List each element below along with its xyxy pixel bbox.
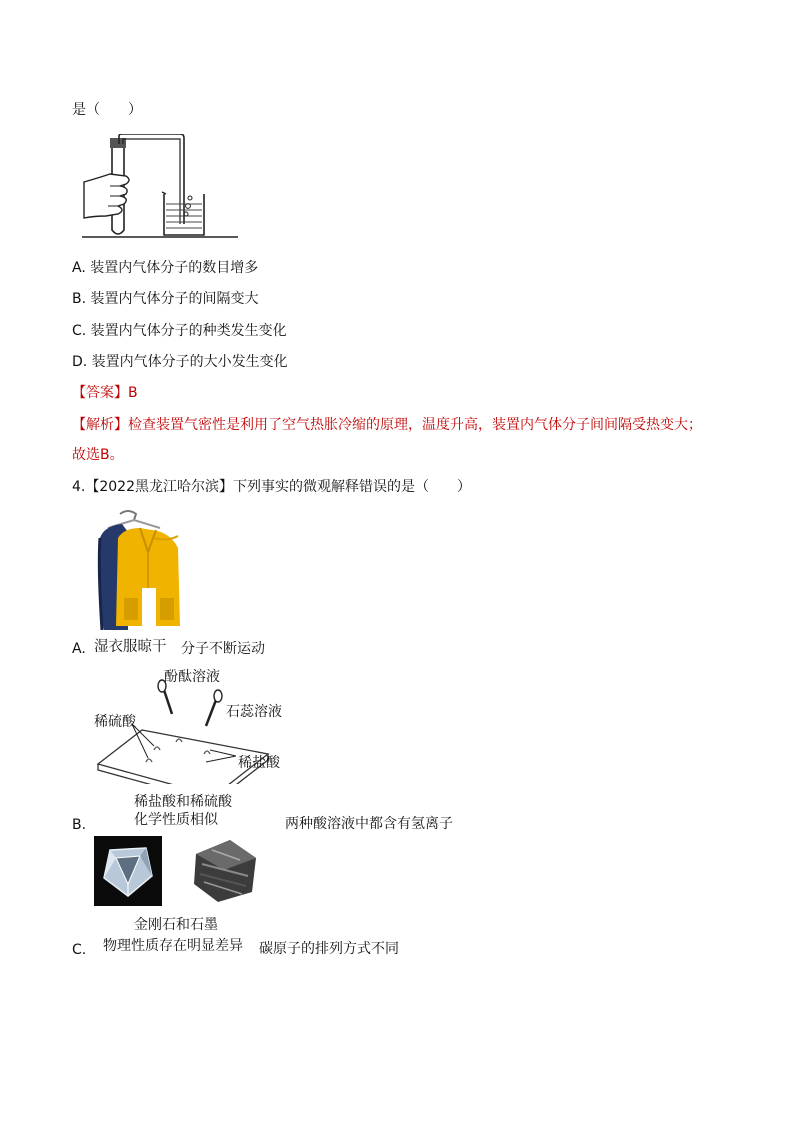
option-a: A. 装置内气体分子的数目增多 [72, 260, 259, 276]
q4-option-a-explanation: 分子不断运动 [181, 641, 265, 657]
answer-value: B [128, 385, 138, 401]
label-phenolphthalein: 酚酞溶液 [164, 669, 220, 685]
label-dilute-hydrochloric-acid: 稀盐酸 [238, 755, 280, 771]
label-dilute-sulfuric-acid: 稀硫酸 [94, 714, 136, 730]
label-litmus: 石蕊溶液 [226, 704, 282, 720]
q4-option-b-fact-line1: 稀盐酸和稀硫酸 [134, 794, 232, 810]
option-b: B. 装置内气体分子的间隔变大 [72, 291, 259, 307]
q4-option-a-fact: 湿衣服晾干 [94, 639, 167, 655]
q4-option-a-letter: A. [72, 641, 86, 657]
option-d: D. 装置内气体分子的大小发生变化 [72, 354, 288, 370]
q4-option-b-explanation: 两种酸溶液中都含有氢离子 [285, 816, 453, 832]
graphite-picture [190, 836, 262, 906]
question-4-stem: 4.【2022黑龙江哈尔滨】下列事实的微观解释错误的是（ ） [72, 479, 471, 495]
diamond-picture [94, 836, 162, 906]
analysis-text: 检查装置气密性是利用了空气热胀冷缩的原理，温度升高，装置内气体分子间间隔受热变大； [128, 417, 702, 433]
q4-option-b-letter: B. [72, 817, 87, 833]
answer-label: 【答案】 [72, 385, 128, 401]
q4-option-c-letter: C. [72, 942, 87, 958]
airtightness-apparatus-figure [80, 134, 240, 242]
analysis-conclusion: 故选B。 [72, 447, 124, 463]
q4-option-c-explanation: 碳原子的排列方式不同 [259, 941, 399, 957]
analysis-line [72, 416, 702, 434]
question-3-stem-tail: 是（ ） [72, 102, 142, 118]
q4-option-b-fact-line2: 化学性质相似 [134, 812, 218, 828]
q4-option-c-fact: 物理性质存在明显差异 [103, 938, 243, 954]
q4-option-c-caption: 金刚石和石墨 [134, 917, 218, 933]
option-c: C. 装置内气体分子的种类发生变化 [72, 323, 287, 339]
analysis-label: 【解析】 [72, 417, 128, 433]
answer-line [72, 384, 138, 402]
wet-clothes-picture [94, 508, 186, 632]
